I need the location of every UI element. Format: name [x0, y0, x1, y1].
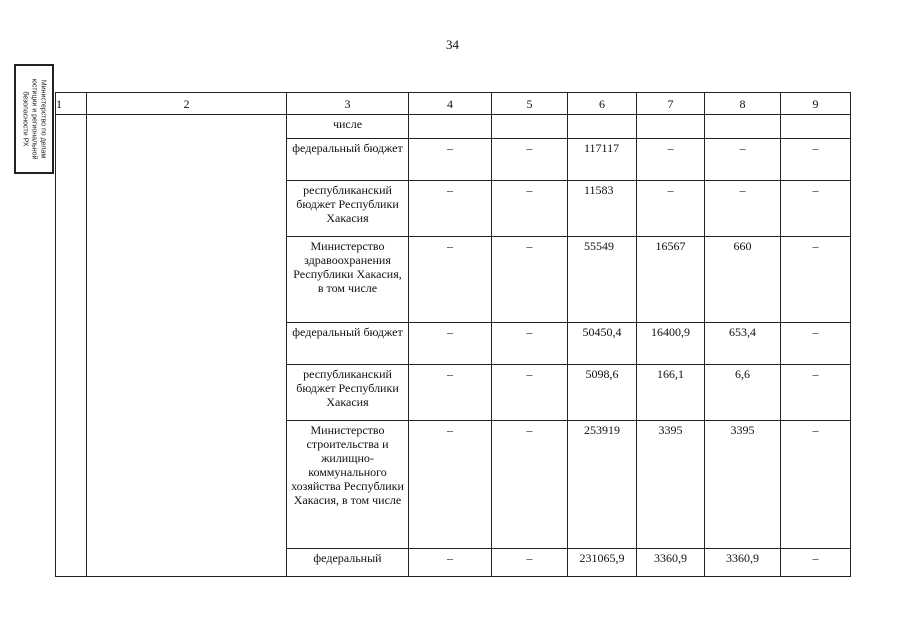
- table-row: [56, 115, 851, 139]
- value-cell: –: [409, 181, 492, 237]
- registration-stamp: [14, 64, 54, 174]
- value-cell: –: [409, 237, 492, 323]
- value-cell: 166,1: [637, 365, 705, 421]
- value-cell: –: [781, 139, 851, 181]
- value-cell: –: [492, 421, 568, 549]
- stamp-line: безопасности РХ: [21, 91, 29, 147]
- column-2-cell: [87, 115, 287, 577]
- budget-table: [55, 92, 851, 577]
- value-cell: [409, 115, 492, 139]
- column-header-4: 4: [409, 93, 492, 115]
- value-cell: –: [781, 181, 851, 237]
- stamp-line: юстиции и региональной: [30, 78, 38, 160]
- value-cell: 3395: [637, 421, 705, 549]
- column-1-cell: [56, 115, 87, 577]
- value-cell: –: [409, 139, 492, 181]
- column-header-7: 7: [637, 93, 705, 115]
- value-cell: 5098,6: [568, 365, 637, 421]
- column-header-8: 8: [705, 93, 781, 115]
- value-cell: 50450,4: [568, 323, 637, 365]
- value-cell: –: [705, 181, 781, 237]
- value-cell: –: [492, 549, 568, 577]
- budget-item-cell: Министерство строительства и жилищно-коммунального хозяйства Республики Хакасия, в том числе: [287, 421, 409, 549]
- value-cell: 3360,9: [705, 549, 781, 577]
- budget-item-cell: федеральный: [287, 549, 409, 577]
- value-cell: –: [409, 421, 492, 549]
- value-cell: –: [409, 323, 492, 365]
- value-cell: –: [492, 365, 568, 421]
- budget-item-cell: федеральный бюджет: [287, 139, 409, 181]
- value-cell: [568, 115, 637, 139]
- value-cell: 6,6: [705, 365, 781, 421]
- value-cell: –: [781, 237, 851, 323]
- column-header-2: 2: [87, 93, 287, 115]
- value-cell: 3395: [705, 421, 781, 549]
- value-cell: –: [492, 139, 568, 181]
- value-cell: –: [409, 549, 492, 577]
- budget-item-cell: республиканский бюджет Республики Хакасия: [287, 365, 409, 421]
- value-cell: [637, 115, 705, 139]
- value-cell: [705, 115, 781, 139]
- value-cell: –: [781, 421, 851, 549]
- value-cell: 231065,9: [568, 549, 637, 577]
- value-cell: –: [781, 549, 851, 577]
- value-cell: [492, 115, 568, 139]
- value-cell: –: [492, 237, 568, 323]
- column-header-5: 5: [492, 93, 568, 115]
- value-cell: 3360,9: [637, 549, 705, 577]
- column-header-3: 3: [287, 93, 409, 115]
- table-header-row: [56, 93, 851, 115]
- page-number: 34: [446, 37, 459, 52]
- budget-item-cell: Министерство здравоохранения Республики Хакасия, в том числе: [287, 237, 409, 323]
- value-cell: 653,4: [705, 323, 781, 365]
- value-cell: –: [781, 365, 851, 421]
- value-cell: 16567: [637, 237, 705, 323]
- value-cell: 117117: [568, 139, 637, 181]
- value-cell: –: [637, 139, 705, 181]
- value-cell: [781, 115, 851, 139]
- value-cell: –: [637, 181, 705, 237]
- budget-item-cell: федеральный бюджет: [287, 323, 409, 365]
- value-cell: 16400,9: [637, 323, 705, 365]
- value-cell: –: [492, 323, 568, 365]
- value-cell: –: [781, 323, 851, 365]
- budget-item-cell: республиканский бюджет Республики Хакасия: [287, 181, 409, 237]
- stamp-text: [21, 67, 48, 171]
- column-header-6: 6: [568, 93, 637, 115]
- stamp-line: Министерство по делам: [39, 79, 47, 159]
- value-cell: 11583: [568, 181, 637, 237]
- value-cell: 660: [705, 237, 781, 323]
- value-cell: –: [492, 181, 568, 237]
- column-header-1: 1: [56, 93, 87, 115]
- value-cell: 55549: [568, 237, 637, 323]
- budget-item-cell: числе: [287, 115, 409, 139]
- value-cell: 253919: [568, 421, 637, 549]
- value-cell: –: [409, 365, 492, 421]
- column-header-9: 9: [781, 93, 851, 115]
- value-cell: –: [705, 139, 781, 181]
